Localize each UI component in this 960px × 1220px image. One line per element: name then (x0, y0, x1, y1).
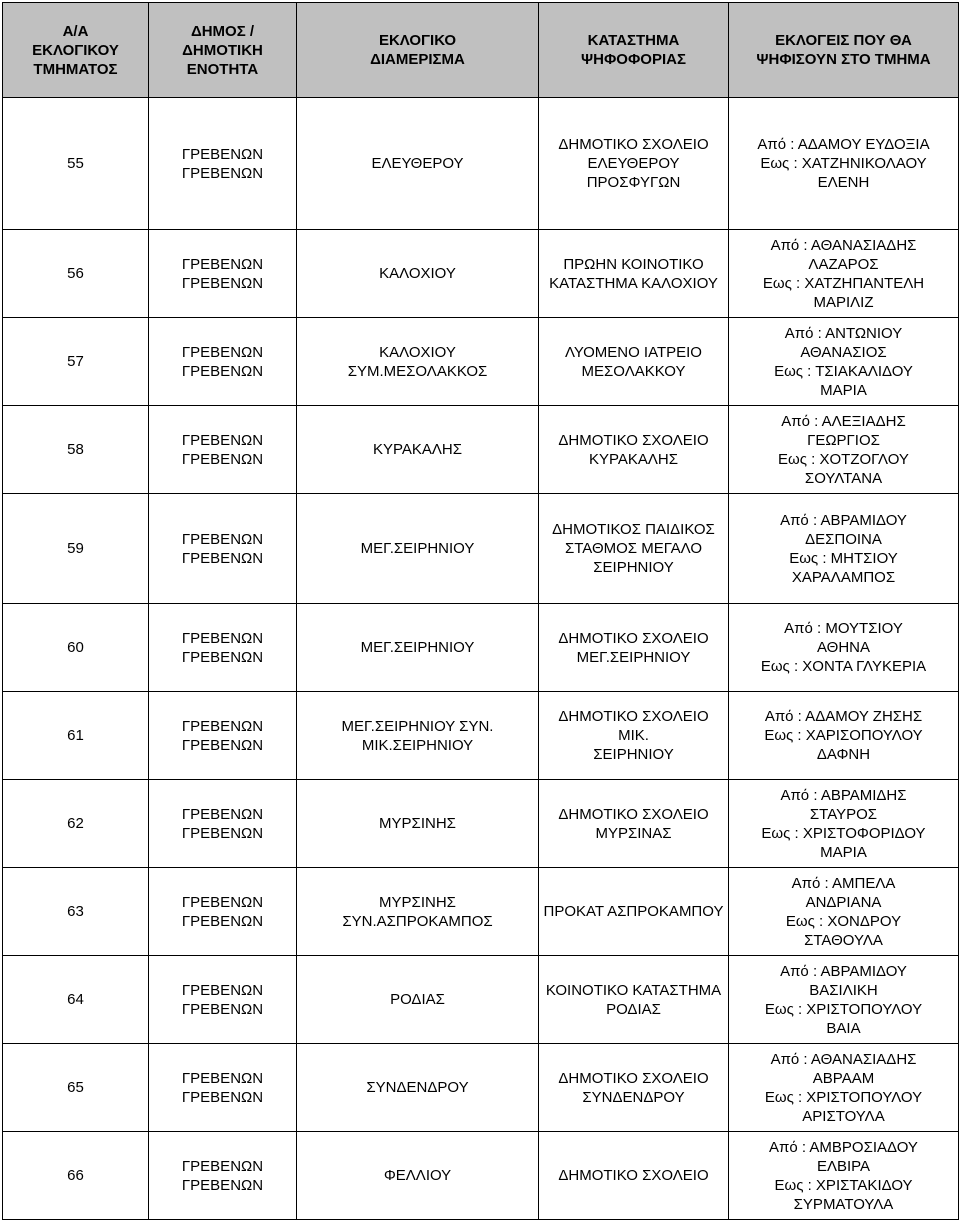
electoral-sections-table (2, 2, 959, 1220)
cell-voters-range: Από : ΑΛΕΞΙΑΔΗΣ ΓΕΩΡΓΙΟΣ Εως : ΧΟΤΖΟΓΛΟΥ ΣΟΥΛΤΑΝΑ (729, 406, 959, 494)
cell-municipality: ΓΡΕΒΕΝΩΝ ΓΡΕΒΕΝΩΝ (149, 1044, 297, 1132)
table-row (3, 406, 959, 494)
cell-electoral-district: ΜΥΡΣΙΝΗΣ (297, 780, 539, 868)
cell-polling-station: ΔΗΜΟΤΙΚΟ ΣΧΟΛΕΙΟ (539, 1132, 729, 1220)
cell-polling-station: ΔΗΜΟΤΙΚΟ ΣΧΟΛΕΙΟ ΜΥΡΣΙΝΑΣ (539, 780, 729, 868)
cell-polling-station: ΔΗΜΟΤΙΚΟ ΣΧΟΛΕΙΟ ΣΥΝΔΕΝΔΡΟΥ (539, 1044, 729, 1132)
cell-electoral-district: ΜΕΓ.ΣΕΙΡΗΝΙΟΥ (297, 604, 539, 692)
cell-municipality: ΓΡΕΒΕΝΩΝ ΓΡΕΒΕΝΩΝ (149, 692, 297, 780)
cell-electoral-district: ΜΥΡΣΙΝΗΣ ΣΥΝ.ΑΣΠΡΟΚΑΜΠΟΣ (297, 868, 539, 956)
cell-voters-range: Από : ΑΜΠΕΛΑ ΑΝΔΡΙΑΝΑ Εως : ΧΟΝΔΡΟΥ ΣΤΑΘΟΥΛΑ (729, 868, 959, 956)
table-header-row (3, 3, 959, 98)
cell-section-number: 58 (3, 406, 149, 494)
cell-electoral-district: ΚΑΛΟΧΙΟΥ ΣΥΜ.ΜΕΣΟΛΑΚΚΟΣ (297, 318, 539, 406)
cell-voters-range: Από : ΑΜΒΡΟΣΙΑΔΟΥ ΕΛΒΙΡΑ Εως : ΧΡΙΣΤΑΚΙΔΟΥ ΣΥΡΜΑΤΟΥΛΑ (729, 1132, 959, 1220)
cell-municipality: ΓΡΕΒΕΝΩΝ ΓΡΕΒΕΝΩΝ (149, 868, 297, 956)
cell-section-number: 62 (3, 780, 149, 868)
header-voters-range: ΕΚΛΟΓΕΙΣ ΠΟΥ ΘΑ ΨΗΦΙΣΟΥΝ ΣΤΟ ΤΜΗΜΑ (729, 3, 959, 98)
cell-section-number: 63 (3, 868, 149, 956)
cell-section-number: 66 (3, 1132, 149, 1220)
cell-section-number: 65 (3, 1044, 149, 1132)
cell-electoral-district: ΚΑΛΟΧΙΟΥ (297, 230, 539, 318)
cell-voters-range: Από : ΑΔΑΜΟΥ ΕΥΔΟΞΙΑ Εως : ΧΑΤΖΗΝΙΚΟΛΑΟΥ ΕΛΕΝΗ (729, 98, 959, 230)
table-row (3, 604, 959, 692)
cell-voters-range: Από : ΑΒΡΑΜΙΔΗΣ ΣΤΑΥΡΟΣ Εως : ΧΡΙΣΤΟΦΟΡΙΔΟΥ ΜΑΡΙΑ (729, 780, 959, 868)
cell-voters-range: Από : ΑΝΤΩΝΙΟΥ ΑΘΑΝΑΣΙΟΣ Εως : ΤΣΙΑΚΑΛΙΔΟΥ ΜΑΡΙΑ (729, 318, 959, 406)
cell-municipality: ΓΡΕΒΕΝΩΝ ΓΡΕΒΕΝΩΝ (149, 494, 297, 604)
cell-municipality: ΓΡΕΒΕΝΩΝ ΓΡΕΒΕΝΩΝ (149, 406, 297, 494)
cell-municipality: ΓΡΕΒΕΝΩΝ ΓΡΕΒΕΝΩΝ (149, 780, 297, 868)
table-row (3, 868, 959, 956)
cell-polling-station: ΚΟΙΝΟΤΙΚΟ ΚΑΤΑΣΤΗΜΑ ΡΟΔΙΑΣ (539, 956, 729, 1044)
cell-voters-range: Από : ΑΘΑΝΑΣΙΑΔΗΣ ΛΑΖΑΡΟΣ Εως : ΧΑΤΖΗΠΑΝΤΕΛΗ ΜΑΡΙΛΙΖ (729, 230, 959, 318)
cell-voters-range: Από : ΑΔΑΜΟΥ ΖΗΣΗΣ Εως : ΧΑΡΙΣΟΠΟΥΛΟΥ ΔΑΦΝΗ (729, 692, 959, 780)
cell-municipality: ΓΡΕΒΕΝΩΝ ΓΡΕΒΕΝΩΝ (149, 604, 297, 692)
cell-polling-station: ΔΗΜΟΤΙΚΟ ΣΧΟΛΕΙΟ ΕΛΕΥΘΕΡΟΥ ΠΡΟΣΦΥΓΩΝ (539, 98, 729, 230)
cell-electoral-district: ΦΕΛΛΙΟΥ (297, 1132, 539, 1220)
table-row (3, 956, 959, 1044)
cell-municipality: ΓΡΕΒΕΝΩΝ ΓΡΕΒΕΝΩΝ (149, 318, 297, 406)
cell-section-number: 60 (3, 604, 149, 692)
cell-municipality: ΓΡΕΒΕΝΩΝ ΓΡΕΒΕΝΩΝ (149, 1132, 297, 1220)
header-polling-station: ΚΑΤΑΣΤΗΜΑ ΨΗΦΟΦΟΡΙΑΣ (539, 3, 729, 98)
table-row (3, 780, 959, 868)
cell-municipality: ΓΡΕΒΕΝΩΝ ΓΡΕΒΕΝΩΝ (149, 230, 297, 318)
cell-section-number: 64 (3, 956, 149, 1044)
header-section-number: Α/Α ΕΚΛΟΓΙΚΟΥ ΤΜΗΜΑΤΟΣ (3, 3, 149, 98)
cell-electoral-district: ΣΥΝΔΕΝΔΡΟΥ (297, 1044, 539, 1132)
cell-electoral-district: ΚΥΡΑΚΑΛΗΣ (297, 406, 539, 494)
cell-electoral-district: ΜΕΓ.ΣΕΙΡΗΝΙΟΥ (297, 494, 539, 604)
cell-section-number: 61 (3, 692, 149, 780)
cell-polling-station: ΔΗΜΟΤΙΚΟ ΣΧΟΛΕΙΟ ΜΕΓ.ΣΕΙΡΗΝΙΟΥ (539, 604, 729, 692)
cell-polling-station: ΛΥΟΜΕΝΟ ΙΑΤΡΕΙΟ ΜΕΣΟΛΑΚΚΟΥ (539, 318, 729, 406)
table-row (3, 230, 959, 318)
cell-electoral-district: ΕΛΕΥΘΕΡΟΥ (297, 98, 539, 230)
cell-section-number: 56 (3, 230, 149, 318)
cell-section-number: 57 (3, 318, 149, 406)
table-body (3, 98, 959, 1220)
header-municipality: ΔΗΜΟΣ / ΔΗΜΟΤΙΚΗ ΕΝΟΤΗΤΑ (149, 3, 297, 98)
cell-polling-station: ΔΗΜΟΤΙΚΟ ΣΧΟΛΕΙΟ ΜΙΚ. ΣΕΙΡΗΝΙΟΥ (539, 692, 729, 780)
cell-section-number: 59 (3, 494, 149, 604)
cell-municipality: ΓΡΕΒΕΝΩΝ ΓΡΕΒΕΝΩΝ (149, 956, 297, 1044)
cell-voters-range: Από : ΑΘΑΝΑΣΙΑΔΗΣ ΑΒΡΑΑΜ Εως : ΧΡΙΣΤΟΠΟΥΛΟΥ ΑΡΙΣΤΟΥΛΑ (729, 1044, 959, 1132)
header-electoral-district: ΕΚΛΟΓΙΚΟ ΔΙΑΜΕΡΙΣΜΑ (297, 3, 539, 98)
table-row (3, 318, 959, 406)
table-row (3, 98, 959, 230)
cell-municipality: ΓΡΕΒΕΝΩΝ ΓΡΕΒΕΝΩΝ (149, 98, 297, 230)
cell-voters-range: Από : ΑΒΡΑΜΙΔΟΥ ΒΑΣΙΛΙΚΗ Εως : ΧΡΙΣΤΟΠΟΥΛΟΥ ΒΑΙΑ (729, 956, 959, 1044)
cell-voters-range: Από : ΑΒΡΑΜΙΔΟΥ ΔΕΣΠΟΙΝΑ Εως : ΜΗΤΣΙΟΥ ΧΑΡΑΛΑΜΠΟΣ (729, 494, 959, 604)
table-row (3, 1132, 959, 1220)
cell-polling-station: ΠΡΩΗΝ ΚΟΙΝΟΤΙΚΟ ΚΑΤΑΣΤΗΜΑ ΚΑΛΟΧΙΟΥ (539, 230, 729, 318)
cell-section-number: 55 (3, 98, 149, 230)
cell-polling-station: ΠΡΟΚΑΤ ΑΣΠΡΟΚΑΜΠΟΥ (539, 868, 729, 956)
cell-polling-station: ΔΗΜΟΤΙΚΟΣ ΠΑΙΔΙΚΟΣ ΣΤΑΘΜΟΣ ΜΕΓΑΛΟ ΣΕΙΡΗΝΙΟΥ (539, 494, 729, 604)
cell-voters-range: Από : ΜΟΥΤΣΙΟΥ ΑΘΗΝΑ Εως : ΧΟΝΤΑ ΓΛΥΚΕΡΙΑ (729, 604, 959, 692)
table-row (3, 692, 959, 780)
table-row (3, 1044, 959, 1132)
cell-electoral-district: ΡΟΔΙΑΣ (297, 956, 539, 1044)
table-row (3, 494, 959, 604)
cell-electoral-district: ΜΕΓ.ΣΕΙΡΗΝΙΟΥ ΣΥΝ. ΜΙΚ.ΣΕΙΡΗΝΙΟΥ (297, 692, 539, 780)
cell-polling-station: ΔΗΜΟΤΙΚΟ ΣΧΟΛΕΙΟ ΚΥΡΑΚΑΛΗΣ (539, 406, 729, 494)
